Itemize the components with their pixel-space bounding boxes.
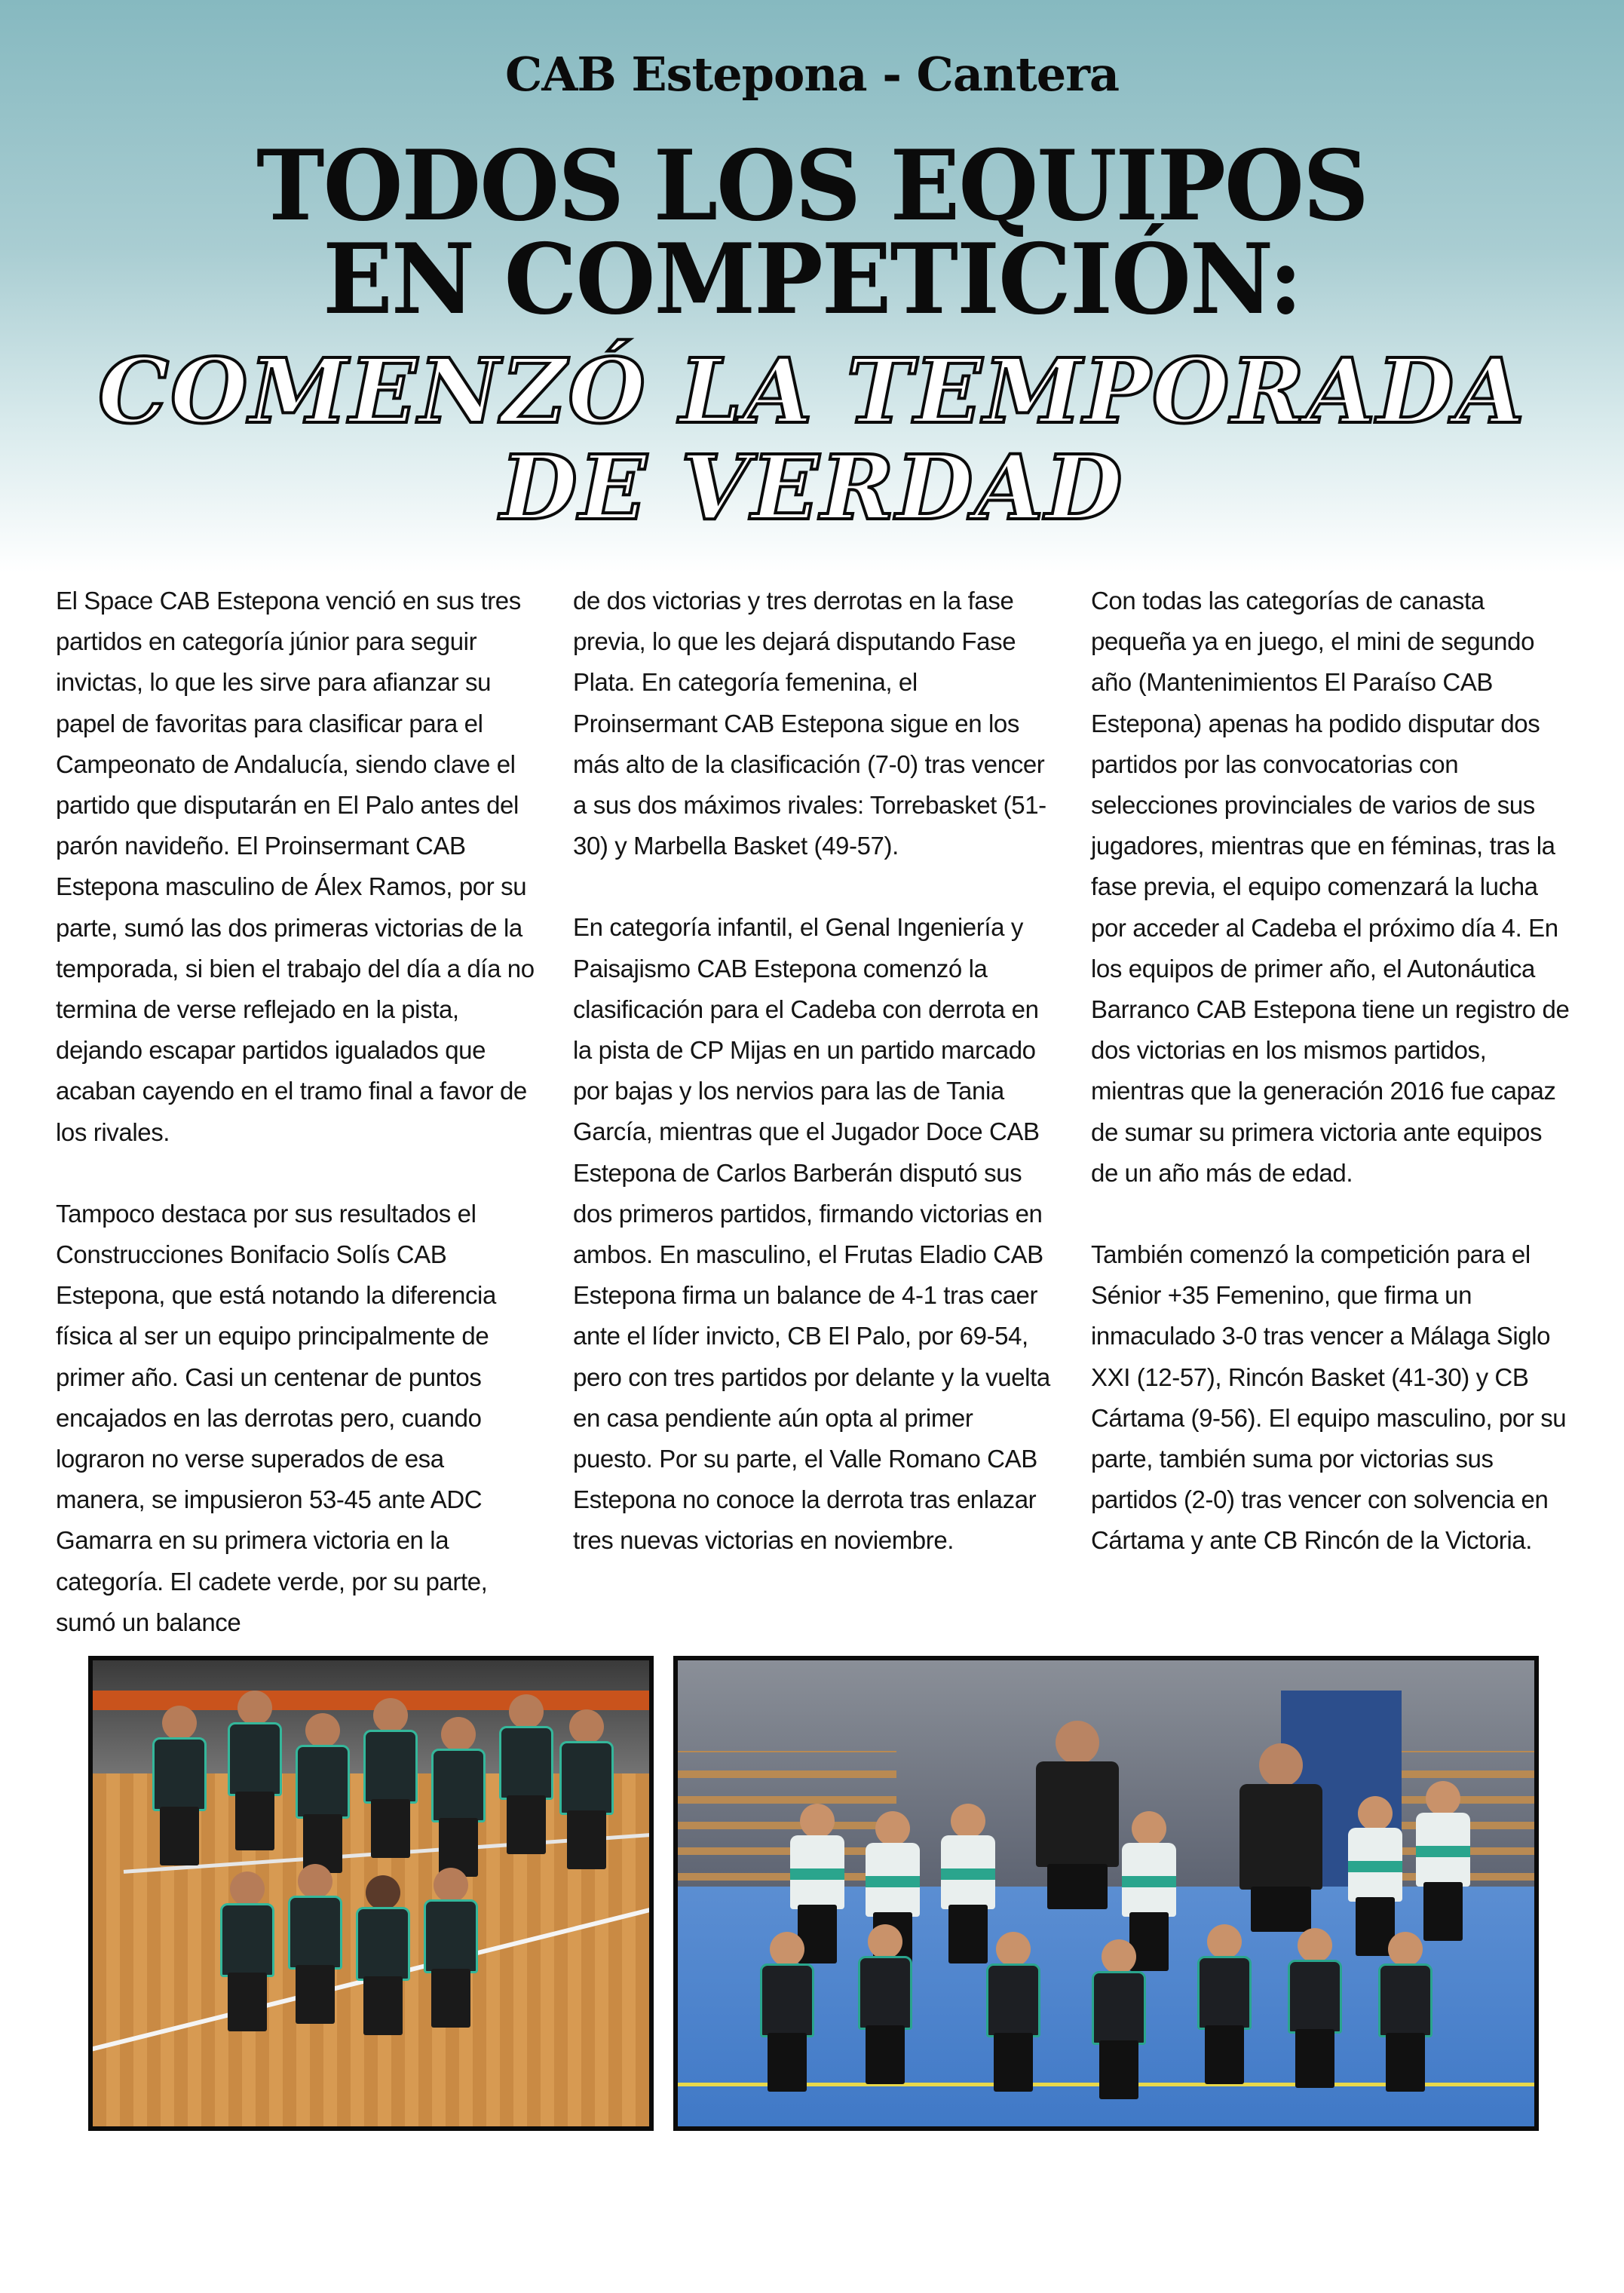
player-figure: [979, 1932, 1047, 2098]
headline: [41, 130, 1583, 336]
player-figure: [357, 1698, 424, 1864]
paragraph: de dos victorias y tres derrotas en la fase previa, lo que les dejará disputando Fase Plata. En categoría femenina, el Proinsermant CAB Estepona sigue en los más alto de la clasificación (7-0) tras vencer a sus dos máximos rivales: Torrebasket (51-30) y Marbella Basket (49-57).: [573, 587, 1046, 860]
player-figure: [417, 1868, 485, 2034]
player-figure: [349, 1875, 417, 2041]
player-figure: [281, 1864, 349, 2030]
article-column-2: [573, 581, 1056, 1562]
player-figure: [492, 1694, 560, 1860]
paragraph: Tampoco destaca por sus resultados el Construcciones Bonifacio Solís CAB Estepona, que está notando la diferencia física al ser un equipo principalmente de primer año. Casi un centenar de puntos encajados en las derrotas pero, cuando lograron no verse superados de esa manera, se impusieron 53-45 ante ADC Gamarra en su primera victoria en la categoría. El cadete verde, por su parte, sumó un balance: [56, 1199, 496, 1636]
player-figure: [553, 1709, 620, 1875]
player-figure: [1085, 1939, 1153, 2105]
article-column-1: [56, 581, 538, 1643]
player-figure: [221, 1691, 289, 1856]
player-figure: [851, 1924, 919, 2090]
article-column-3: [1091, 581, 1573, 1562]
subheadline-line-2: DE VERDAD: [500, 435, 1124, 540]
coach-figure: [1032, 1721, 1123, 1917]
player-figure: [424, 1717, 492, 1883]
player-figure: [213, 1871, 281, 2037]
player-figure: [1409, 1781, 1477, 1947]
section-label: CAB Estepona - Cantera: [504, 47, 1120, 102]
paragraph: Con todas las categorías de canasta pequeña ya en juego, el mini de segundo año (Mantenimientos El Paraíso CAB Estepona) apenas ha podido disputar dos partidos por las convocatorias con selecciones provinciales de varios de sus jugadores, mientras que en féminas, tras la fase previa, el equipo comenzará la lucha por acceder al Cadeba el próximo día 4. En los equipos de primer año, el Autonáutica Barranco CAB Estepona tiene un registro de dos victorias en los mismos partidos, mientras que la generación 2016 fue capaz de sumar su primera victoria ante equipos de un año más de edad.: [1091, 587, 1570, 1187]
paragraph: También comenzó la competición para el Sénior +35 Femenino, que firma un inmaculado 3-0 tras vencer a Málaga Siglo XXI (12-57), Rincón Basket (41-30) y CB Cártama (9-56). El equipo masculino, por su parte, también suma por victorias sus partidos (2-0) tras vencer con solvencia en Cártama y ante CB Rincón de la Victoria.: [1091, 1240, 1567, 1555]
player-figure: [1371, 1932, 1439, 2098]
player-figure: [146, 1706, 213, 1871]
player-figure: [1281, 1928, 1349, 2094]
player-figure: [1190, 1924, 1258, 2090]
player-figure: [289, 1713, 357, 1879]
paragraph: En categoría infantil, el Genal Ingeniería y Paisajismo CAB Estepona comenzó la clasificación para el Cadeba con derrota en la pista de CP Mijas en un partido marcado por bajas y los nervios para las de Tania García, mientras que el Jugador Doce CAB Estepona de Carlos Barberán disputó sus dos primeros partidos, firmando victorias en ambos. En masculino, el Frutas Eladio CAB Estepona firma un balance de 4-1 tras caer ante el líder invicto, CB El Palo, por 69-54, pero con tres partidos por delante y la vuelta en casa pendiente aún opta al primer puesto. Por su parte, el Valle Romano CAB Estepona no conoce la derrota tras enlazar tres nuevas victorias en noviembre.: [573, 913, 1050, 1555]
paragraph: El Space CAB Estepona venció en sus tres partidos en categoría júnior para seguir invictas, lo que les sirve para afianzar su papel de favoritas para clasificar para el Campeonato de Andalucía, siendo clave el partido que disputarán en El Palo antes del parón navideño. El Proinsermant CAB Estepona masculino de Álex Ramos, por su parte, sumó las dos primeras victorias de la temporada, si bien el trabajo del día a día no termina de verse reflejado en la pista, dejando escapar partidos igualados que acaban cayendo en el tramo final a favor de los rivales.: [56, 587, 535, 1146]
player-figure: [753, 1932, 821, 2098]
headline-line-1: TODOS LOS EQUIPOS: [256, 130, 1368, 243]
coach-figure: [1236, 1743, 1326, 1939]
subheadline: [0, 339, 1624, 540]
photo-mini-boys-team: [673, 1656, 1539, 2131]
headline-line-2: EN COMPETICIÓN:: [323, 223, 1301, 336]
photo-junior-girls-team: [88, 1656, 654, 2131]
subheadline-line-1: COMENZÓ LA TEMPORADA: [97, 339, 1527, 443]
